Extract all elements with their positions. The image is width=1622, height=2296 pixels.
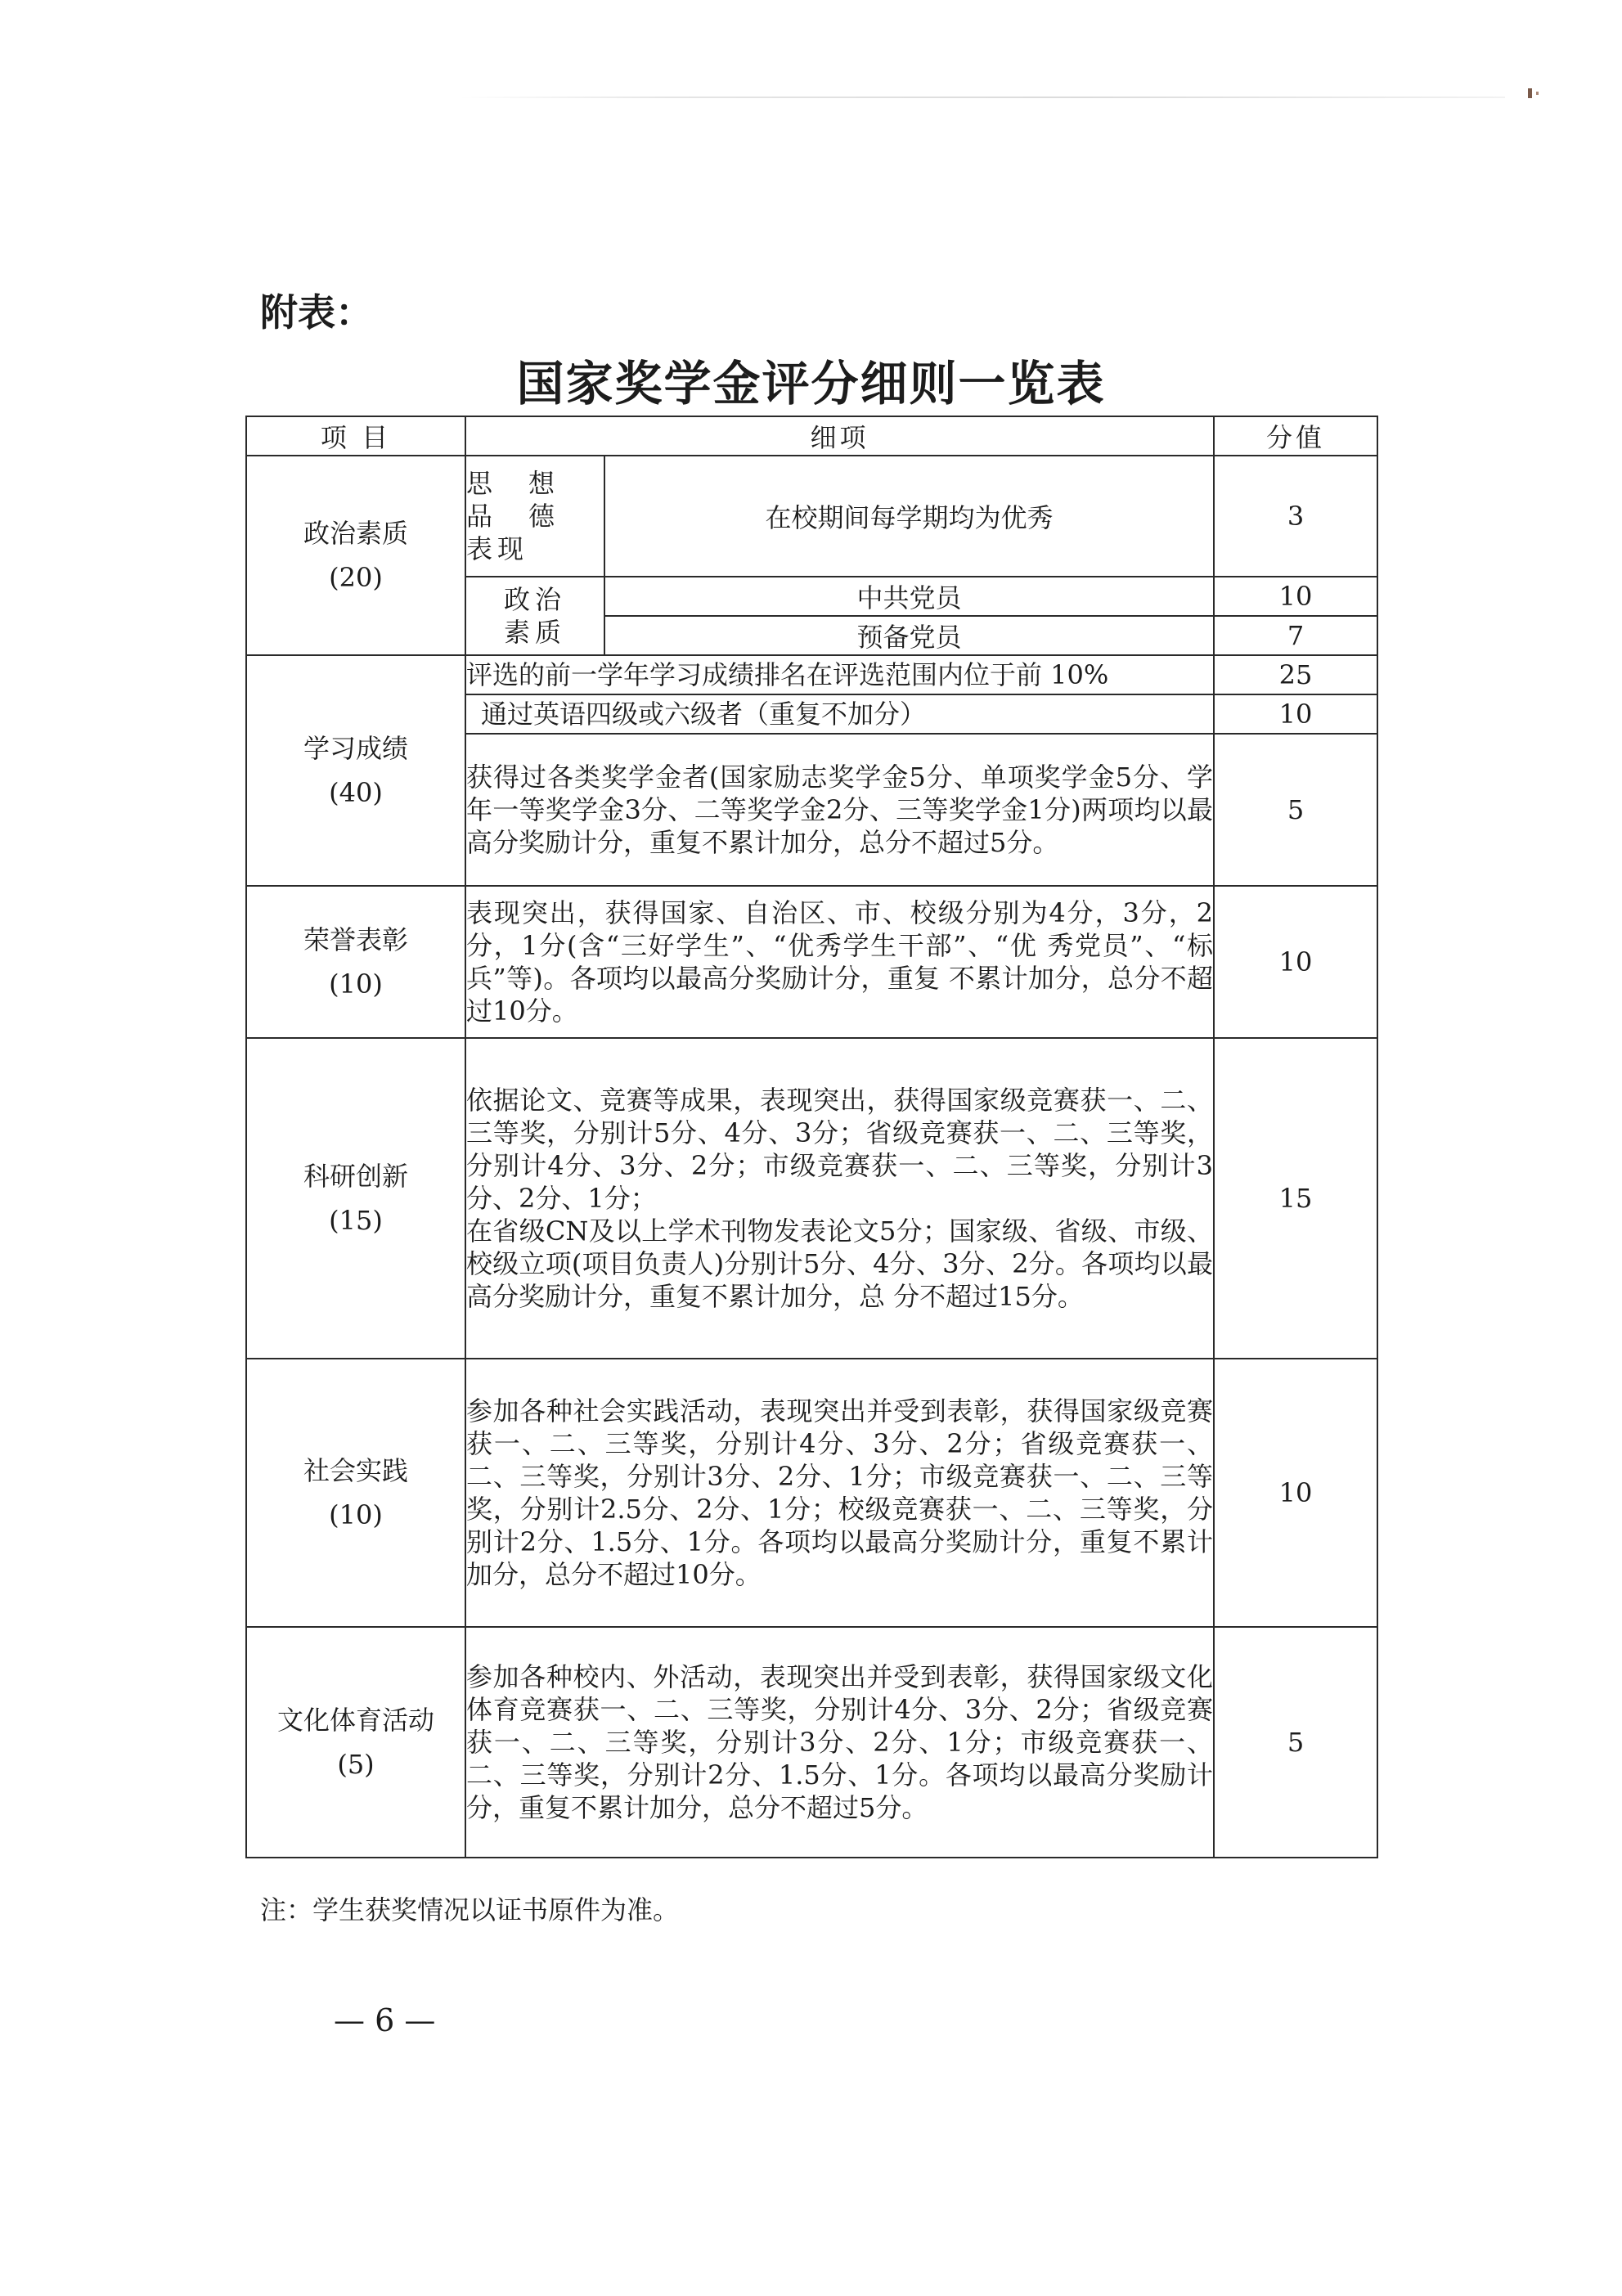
appendix-heading: 附表：	[260, 290, 373, 335]
category-total: (15)	[329, 1205, 383, 1236]
detail-cell: 评选的前一学年学习成绩排名在评选范围内位于前 10%	[465, 655, 1214, 694]
detail-cell: 在校期间每学期均为优秀	[604, 456, 1214, 577]
header-detail: 细项	[465, 416, 1214, 456]
score-cell: 25	[1214, 655, 1377, 694]
category-research	[246, 1038, 465, 1359]
detail-cell: 通过英语四级或六级者（重复不加分）	[465, 694, 1214, 734]
table-row	[246, 1038, 1377, 1359]
category-name: 社会实践	[303, 1455, 408, 1486]
sub-label-line: 思 想	[466, 468, 560, 499]
footnote: 注：学生获奖情况以证书原件为准。	[260, 1894, 680, 1925]
sub-label-political	[465, 577, 604, 655]
score-cell: 10	[1214, 694, 1377, 734]
table-row	[246, 1359, 1377, 1627]
table-row	[246, 1627, 1377, 1858]
detail-cell: 参加各种校内、外活动，表现突出并受到表彰，获得国家级文化体育竞赛获一、二、三等奖，分别计4分、3分、2分；省级竞赛获一、二、三等奖，分别计3分、2分、1分；市级竞赛获一、二、三等奖，分别计2分、1.5分、1分。各项均以最高分奖励计分，重复不累计加分，总分不超过5分。	[465, 1627, 1214, 1858]
category-total: (5)	[337, 1749, 375, 1780]
sub-label-line: 政治	[503, 584, 566, 615]
score-cell: 3	[1214, 456, 1377, 577]
score-cell: 5	[1214, 734, 1377, 886]
header-project: 项 目	[246, 416, 465, 456]
category-name: 学习成绩	[303, 733, 408, 764]
score-cell: 10	[1214, 1359, 1377, 1627]
table-row	[246, 456, 1377, 577]
detail-paragraph: 在省级CN及以上学术刊物发表论文5分；国家级、省级、市级、校级立项(项目负责人)分别计5分、4分、3分、2分。各项均以最高分奖励计分，重复不累计加分，总 分不超过15分。	[466, 1215, 1214, 1312]
scan-artifact-mark	[1528, 88, 1532, 98]
detail-cell: 表现突出，获得国家、自治区、市、校级分别为4分，3分，2分，1分(含“三好学生”、“优秀学生干部”、“优 秀党员”、“标兵”等)。各项均以最高分奖励计分，重复 不累计加分，总分不超过10分。	[465, 886, 1214, 1038]
sub-label-line: 品 德	[466, 501, 560, 532]
detail-cell: 参加各种社会实践活动，表现突出并受到表彰，获得国家级竞赛获一、二、三等奖，分别计4分、3分、2分；省级竞赛获一、二、三等奖，分别计3分、2分、1分；市级竞赛获一、二、三等奖，分别计2.5分、2分、1分；校级竞赛获一、二、三等奖，分别计2分、1.5分、1分。各项均以最高分奖励计分，重复不累计加分，总分不超过10分。	[465, 1359, 1214, 1627]
category-name: 政治素质	[303, 518, 408, 549]
category-name: 文化体育活动	[276, 1705, 434, 1736]
category-name: 科研创新	[303, 1161, 408, 1192]
table-row	[246, 886, 1377, 1038]
page-number: — 6 —	[334, 2002, 436, 2038]
category-total: (20)	[329, 562, 383, 593]
scoring-table	[245, 416, 1378, 1858]
sub-label-line: 表现	[466, 533, 529, 564]
category-politics	[246, 456, 465, 655]
detail-paragraph: 依据论文、竞赛等成果，表现突出，获得国家级竞赛获一、二、三等奖，分别计5分、4分、3分；省级竞赛获一、二、三等奖，分别计4分、3分、2分；市级竞赛获一、二、三等奖，分别计3分、2分、1分；	[466, 1085, 1214, 1214]
detail-cell: 预备党员	[604, 616, 1214, 655]
category-total: (40)	[329, 777, 383, 808]
detail-cell: 中共党员	[604, 577, 1214, 616]
category-social	[246, 1359, 465, 1627]
header-score: 分值	[1214, 416, 1377, 456]
scan-artifact-dot	[1536, 92, 1539, 95]
category-name: 荣誉表彰	[303, 924, 408, 955]
category-total: (10)	[329, 968, 383, 1000]
table-header-row	[246, 416, 1377, 456]
category-study	[246, 655, 465, 886]
score-cell: 10	[1214, 577, 1377, 616]
detail-cell	[465, 1038, 1214, 1359]
detail-cell: 获得过各类奖学金者(国家励志奖学金5分、单项奖学金5分、学年一等奖学金3分、二等奖学金2分、三等奖学金1分)两项均以最高分奖励计分，重复不累计加分，总分不超过5分。	[465, 734, 1214, 886]
sub-label-ideology	[465, 456, 604, 577]
scan-artifact-line	[458, 97, 1505, 98]
score-cell: 10	[1214, 886, 1377, 1038]
page-title: 国家奖学金评分细则一览表	[516, 356, 1106, 411]
sub-label-line: 素质	[503, 617, 566, 648]
category-honor	[246, 886, 465, 1038]
score-cell: 15	[1214, 1038, 1377, 1359]
score-cell: 5	[1214, 1627, 1377, 1858]
table-row	[246, 655, 1377, 694]
score-cell: 7	[1214, 616, 1377, 655]
category-culture	[246, 1627, 465, 1858]
category-total: (10)	[329, 1499, 383, 1530]
